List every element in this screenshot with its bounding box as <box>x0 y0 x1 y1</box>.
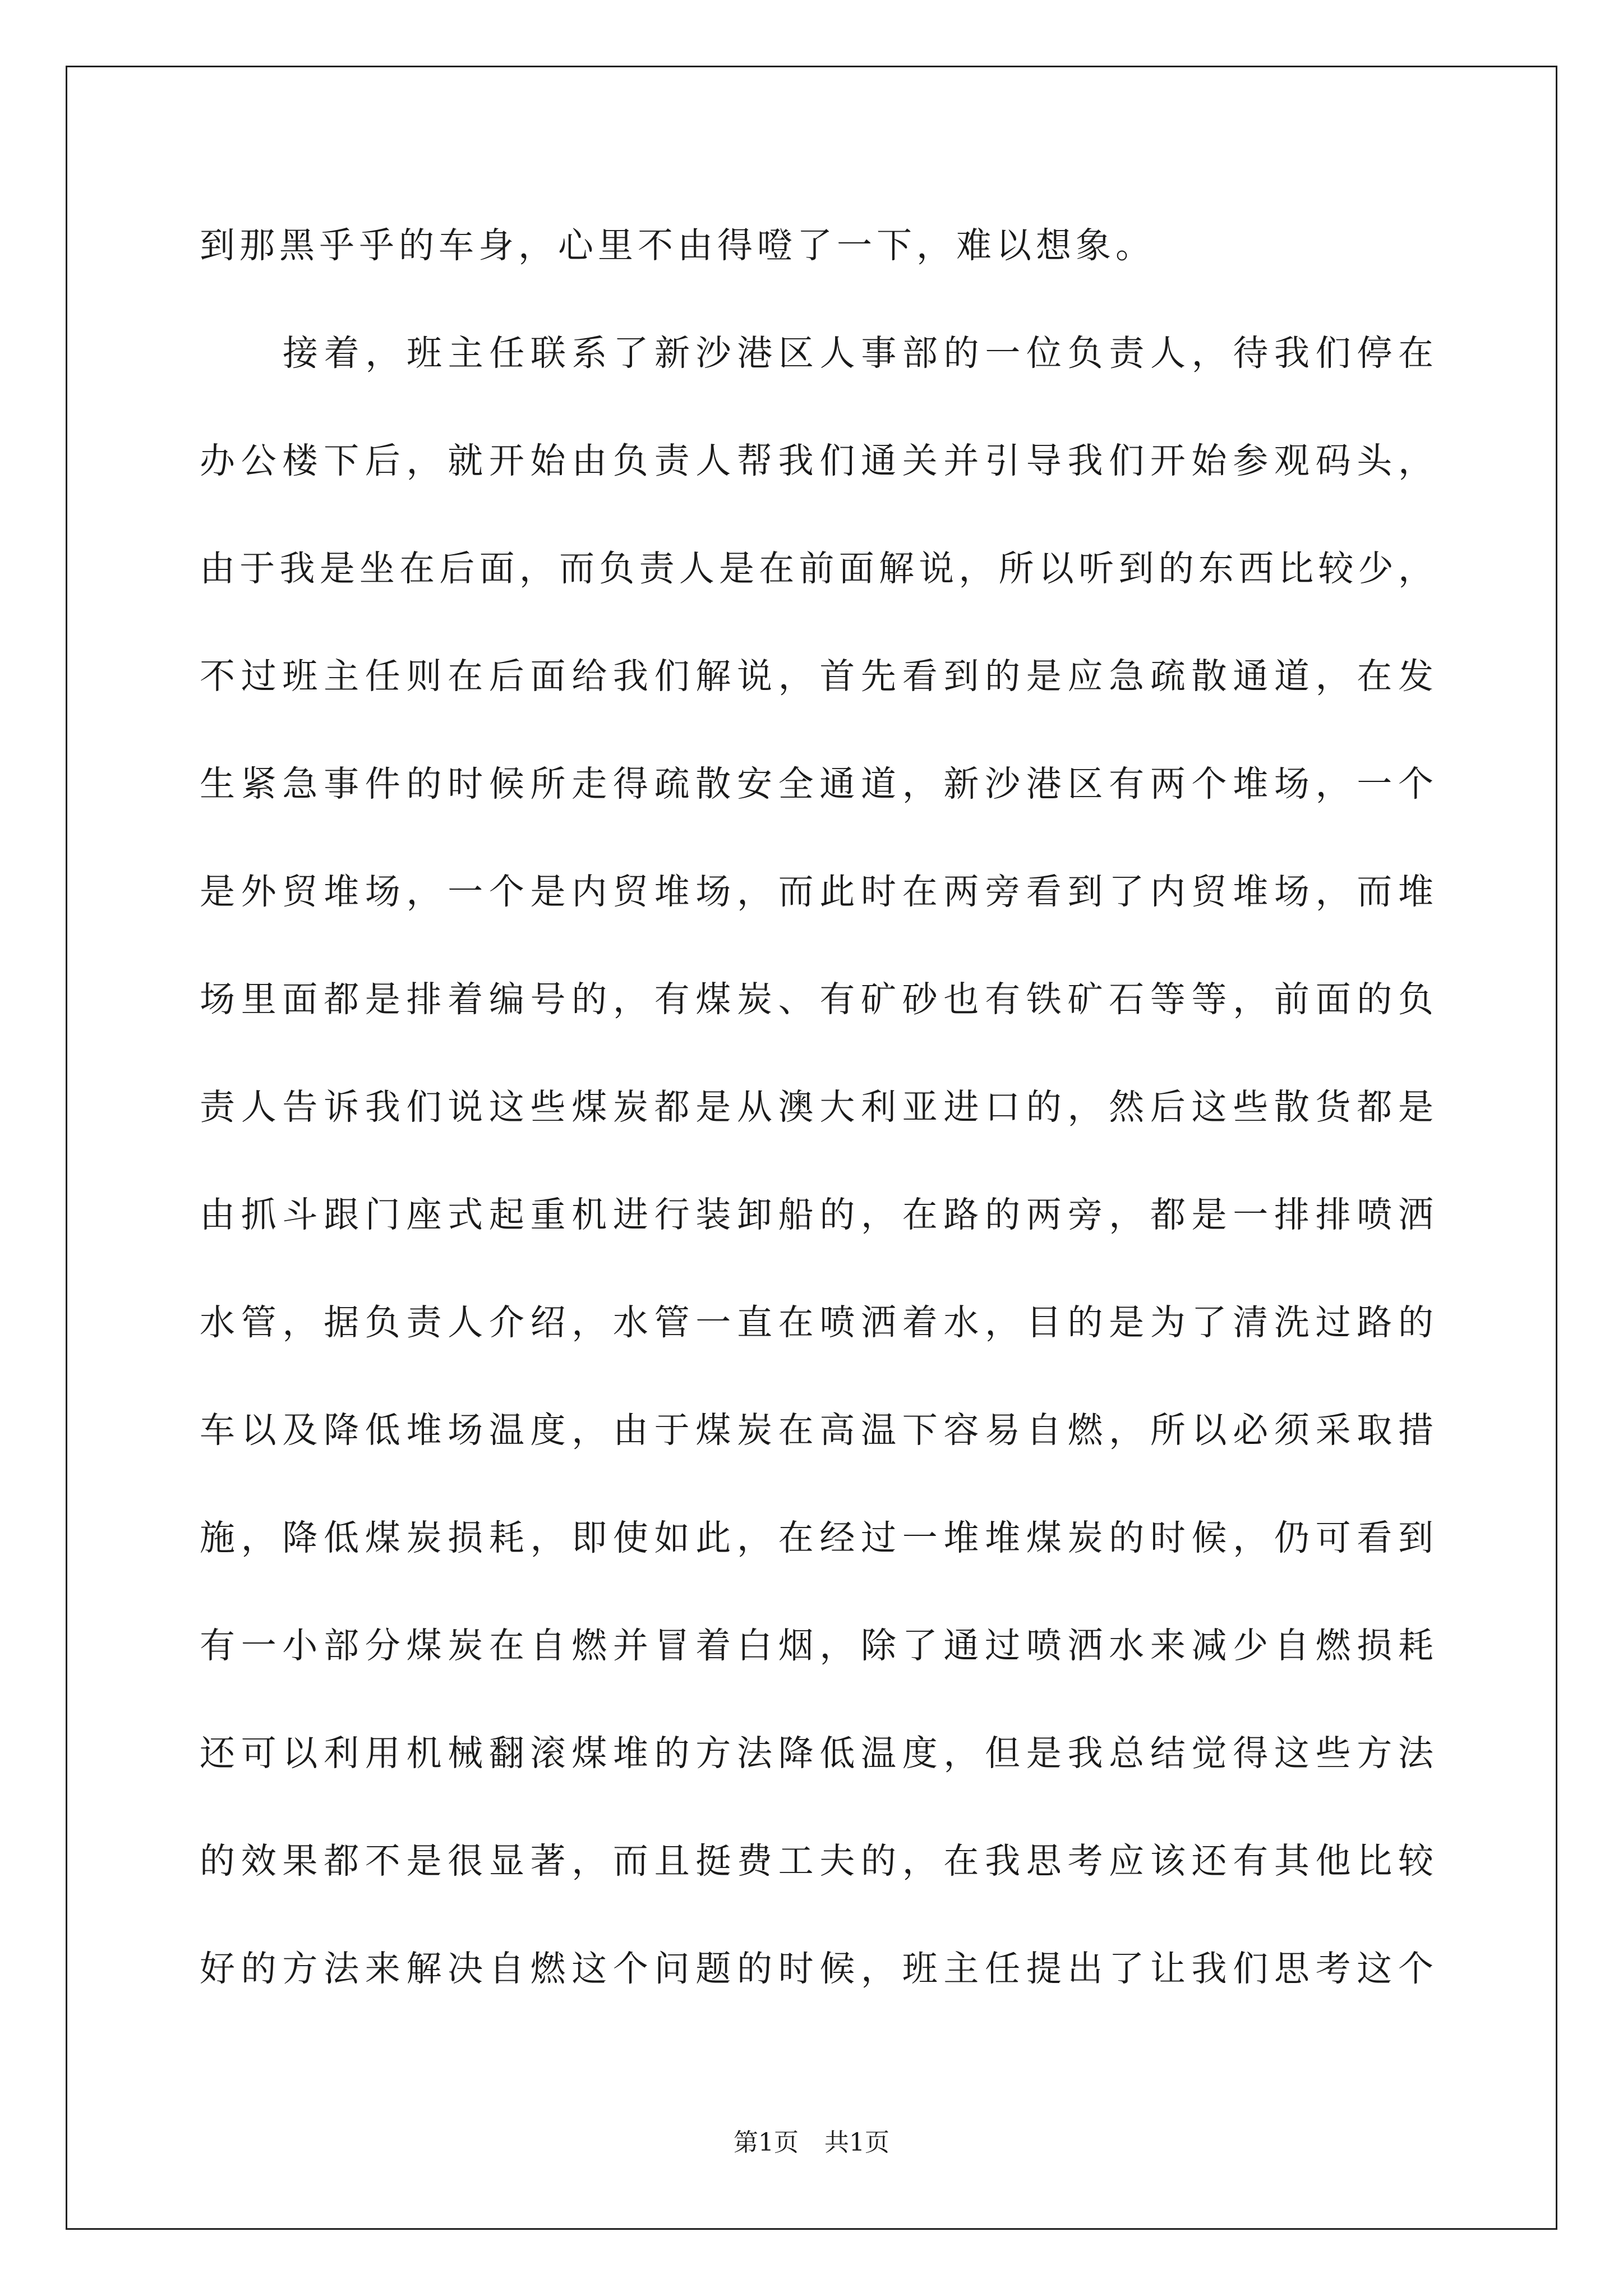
text-line-1: 到那黑乎乎的车身，心里不由得噔了一下，难以想象。 <box>200 225 1155 266</box>
text-line-9: 责人告诉我们说这些煤炭都是从澳大利亚进口的，然后这些散货都是 <box>200 1087 1433 1128</box>
text-line-7: 是外贸堆场，一个是内贸堆场，而此时在两旁看到了内贸堆场，而堆 <box>200 871 1433 912</box>
text-line-8: 场里面都是排着编号的，有煤炭、有矿砂也有铁矿石等等，前面的负 <box>200 979 1433 1020</box>
text-line-6: 生紧急事件的时候所走得疏散安全通道，新沙港区有两个堆场，一个 <box>200 763 1433 804</box>
text-line-4: 由于我是坐在后面，而负责人是在前面解说，所以听到的东西比较少， <box>200 548 1433 589</box>
page-total: 共1页 <box>824 2128 889 2157</box>
text-line-12: 车以及降低堆场温度，由于煤炭在高温下容易自燃，所以必须采取措 <box>200 1410 1433 1451</box>
text-line-14: 有一小部分煤炭在自燃并冒着白烟，除了通过喷洒水来减少自燃损耗 <box>200 1625 1433 1666</box>
text-line-16: 的效果都不是很显著，而且挺费工夫的，在我思考应该还有其他比较 <box>200 1841 1433 1881</box>
text-line-11: 水管，据负责人介绍，水管一直在喷洒着水，目的是为了清洗过路的 <box>200 1302 1433 1343</box>
text-line-2: 接着，班主任联系了新沙港区人事部的一位负责人，待我们停在 <box>283 333 1433 374</box>
text-line-13: 施，降低煤炭损耗，即使如此，在经过一堆堆煤炭的时候，仍可看到 <box>200 1517 1433 1558</box>
text-line-17: 好的方法来解决自燃这个问题的时候，班主任提出了让我们思考这个 <box>200 1948 1433 1989</box>
page-footer <box>0 2126 1623 2160</box>
text-line-10: 由抓斗跟门座式起重机进行装卸船的，在路的两旁，都是一排排喷洒 <box>200 1194 1433 1235</box>
document-body <box>200 212 1433 2043</box>
text-line-5: 不过班主任则在后面给我们解说，首先看到的是应急疏散通道，在发 <box>200 656 1433 697</box>
text-line-15: 还可以利用机械翻滚煤堆的方法降低温度，但是我总结觉得这些方法 <box>200 1733 1433 1774</box>
text-line-3: 办公楼下后，就开始由负责人帮我们通关并引导我们开始参观码头， <box>200 440 1433 481</box>
page-number: 第1页 <box>734 2128 799 2157</box>
